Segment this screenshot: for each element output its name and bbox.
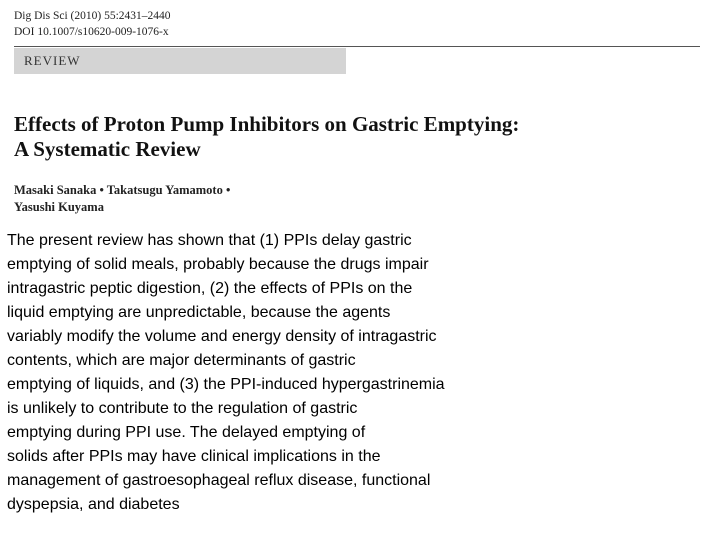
section-label: REVIEW [24,53,81,68]
summary-line: liquid emptying are unpredictable, because the agents [7,304,391,321]
section-band [14,48,346,74]
title-line-1: Effects of Proton Pump Inhibitors on Gastric Emptying: [14,112,520,136]
summary-line: management of gastroesophageal reflux disease, functional [7,472,431,489]
summary-line: contents, which are major determinants of gastric [7,352,356,369]
title-line-2: A Systematic Review [14,137,201,161]
article-title [14,112,614,162]
summary-line: dyspepsia, and diabetes [7,496,180,513]
summary-line: The present review has shown that (1) PPIs delay gastric [7,232,412,249]
doi-line: DOI 10.1007/s10620-009-1076-x [14,26,169,38]
summary-text [7,229,527,517]
summary-line: emptying during PPI use. The delayed emptying of [7,424,366,441]
summary-line: solids after PPIs may have clinical implications in the [7,448,381,465]
summary-line: is unlikely to contribute to the regulation of gastric [7,400,358,417]
summary-line: variably modify the volume and energy density of intragastric [7,328,437,345]
summary-line: intragastric peptic digestion, (2) the effects of PPIs on the [7,280,413,297]
author-list [14,182,230,216]
summary-line: emptying of liquids, and (3) the PPI-induced hypergastrinemia [7,376,445,393]
author-line-1: Masaki Sanaka • Takatsugu Yamamoto • [14,183,231,197]
journal-citation: Dig Dis Sci (2010) 55:2431–2440 [14,10,171,22]
header-rule [14,46,700,47]
summary-line: emptying of solid meals, probably because the drugs impair [7,256,429,273]
author-line-2: Yasushi Kuyama [14,200,104,214]
